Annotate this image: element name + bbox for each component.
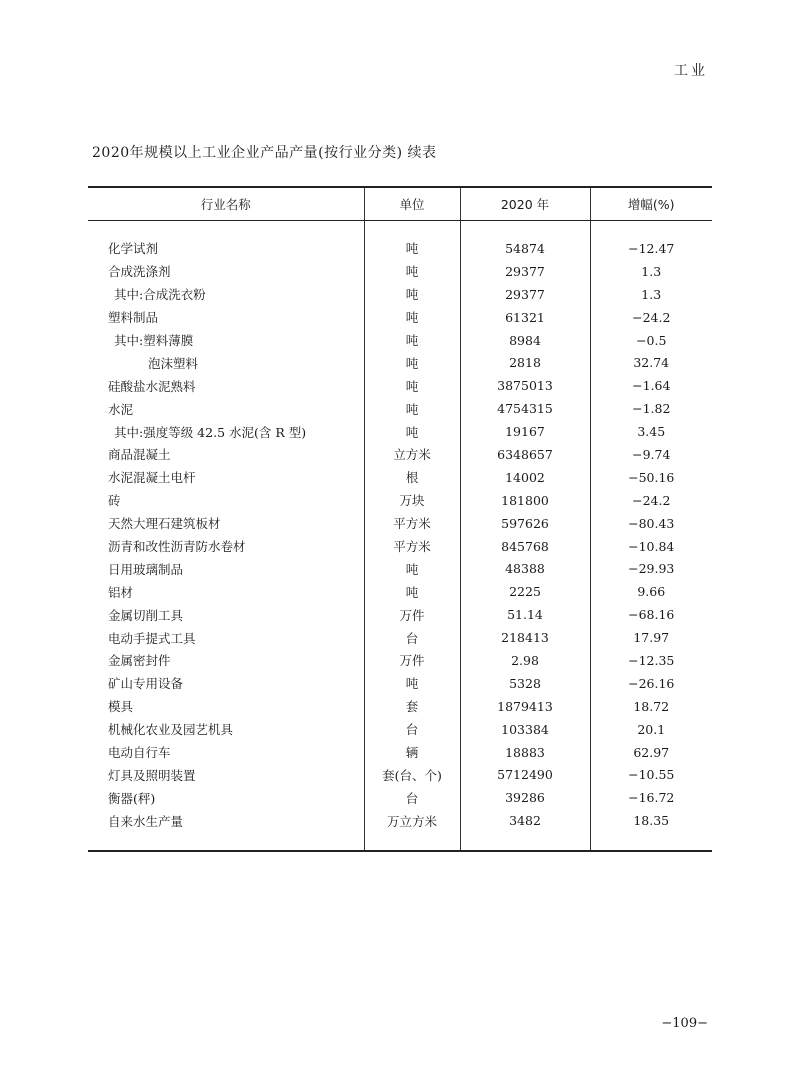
cell-growth-rate: −12.35 xyxy=(590,649,712,672)
cell-output-value: 845768 xyxy=(460,535,590,558)
cell-industry-name: 机械化农业及园艺机具 xyxy=(108,722,234,738)
cell-industry-name: 泡沫塑料 xyxy=(148,355,199,371)
cell-unit: 吨 xyxy=(364,306,460,329)
cell-output-value: 5328 xyxy=(460,672,590,695)
cell-output-value: 5712490 xyxy=(460,763,590,786)
cell-growth-rate: −9.74 xyxy=(590,443,712,466)
table-row xyxy=(88,397,712,420)
cell-output-value: 8984 xyxy=(460,329,590,352)
column-header-growth: 增幅(%) xyxy=(590,187,712,221)
cell-unit: 台 xyxy=(364,718,460,741)
cell-output-value: 3875013 xyxy=(460,374,590,397)
cell-growth-rate: −1.64 xyxy=(590,374,712,397)
cell-output-value: 29377 xyxy=(460,283,590,306)
cell-output-value: 181800 xyxy=(460,489,590,512)
cell-output-value: 2818 xyxy=(460,351,590,374)
cell-industry-name: 塑料制品 xyxy=(108,310,159,326)
cell-output-value: 2225 xyxy=(460,580,590,603)
cell-unit: 吨 xyxy=(364,397,460,420)
spacer-cell xyxy=(590,221,712,238)
cell-growth-rate: 18.72 xyxy=(590,695,712,718)
cell-growth-rate: 20.1 xyxy=(590,718,712,741)
column-header-unit: 单位 xyxy=(364,187,460,221)
section-label: 工业 xyxy=(674,63,708,79)
cell-output-value: 29377 xyxy=(460,260,590,283)
cell-unit: 吨 xyxy=(364,329,460,352)
cell-unit: 套 xyxy=(364,695,460,718)
cell-industry-name: 电动自行车 xyxy=(108,745,171,761)
cell-unit: 吨 xyxy=(364,557,460,580)
cell-unit: 吨 xyxy=(364,672,460,695)
table-row xyxy=(88,329,712,352)
cell-industry-name: 天然大理石建筑板材 xyxy=(108,516,221,532)
spacer-cell xyxy=(460,221,590,238)
cell-growth-rate: −29.93 xyxy=(590,557,712,580)
table-title: 2020年规模以上工业企业产品产量(按行业分类) 续表 xyxy=(92,145,437,161)
column-header-industry: 行业名称 xyxy=(88,187,364,221)
cell-industry-name: 合成洗涤剂 xyxy=(108,264,171,280)
spacer-cell xyxy=(590,832,712,851)
table-row xyxy=(88,557,712,580)
cell-growth-rate: 62.97 xyxy=(590,741,712,764)
table-row xyxy=(88,603,712,626)
cell-industry-name: 矿山专用设备 xyxy=(108,676,184,692)
cell-unit: 台 xyxy=(364,626,460,649)
spacer-cell xyxy=(364,832,460,851)
cell-growth-rate: 18.35 xyxy=(590,809,712,832)
cell-output-value: 218413 xyxy=(460,626,590,649)
spacer-cell xyxy=(88,832,364,851)
cell-industry-name: 金属切削工具 xyxy=(108,607,184,623)
table-header xyxy=(88,187,712,221)
production-output-table xyxy=(88,186,712,852)
cell-unit: 万块 xyxy=(364,489,460,512)
cell-growth-rate: −12.47 xyxy=(590,237,712,260)
cell-growth-rate: 3.45 xyxy=(590,420,712,443)
cell-growth-rate: 1.3 xyxy=(590,260,712,283)
table-row xyxy=(88,741,712,764)
table-row xyxy=(88,237,712,260)
cell-growth-rate: −50.16 xyxy=(590,466,712,489)
cell-industry-name: 其中:合成洗衣粉 xyxy=(114,287,206,303)
cell-output-value: 1879413 xyxy=(460,695,590,718)
cell-output-value: 51.14 xyxy=(460,603,590,626)
column-header-year: 2020 年 xyxy=(460,187,590,221)
cell-industry-name: 其中:塑料薄膜 xyxy=(114,333,194,348)
cell-growth-rate: 17.97 xyxy=(590,626,712,649)
table-row xyxy=(88,649,712,672)
end-spacer-row xyxy=(88,832,712,851)
cell-industry-name: 衡器(秤) xyxy=(108,790,156,806)
cell-output-value: 18883 xyxy=(460,741,590,764)
cell-unit: 辆 xyxy=(364,741,460,764)
spacer-cell xyxy=(88,221,364,238)
cell-unit: 吨 xyxy=(364,374,460,397)
cell-unit: 立方米 xyxy=(364,443,460,466)
cell-growth-rate: 1.3 xyxy=(590,283,712,306)
cell-unit: 吨 xyxy=(364,283,460,306)
cell-output-value: 14002 xyxy=(460,466,590,489)
cell-unit: 吨 xyxy=(364,260,460,283)
cell-industry-name: 其中:强度等级 42.5 水泥(含 R 型) xyxy=(114,424,307,440)
cell-output-value: 103384 xyxy=(460,718,590,741)
cell-industry-name: 日用玻璃制品 xyxy=(108,561,184,577)
cell-growth-rate: −26.16 xyxy=(590,672,712,695)
cell-output-value: 6348657 xyxy=(460,443,590,466)
cell-industry-name: 化学试剂 xyxy=(108,241,159,257)
table-row xyxy=(88,283,712,306)
cell-industry-name: 沥青和改性沥青防水卷材 xyxy=(108,539,246,555)
page-number: −109− xyxy=(661,1016,708,1031)
table-row xyxy=(88,809,712,832)
cell-industry-name: 商品混凝土 xyxy=(108,447,171,463)
table-row xyxy=(88,626,712,649)
cell-growth-rate: −24.2 xyxy=(590,489,712,512)
table-row xyxy=(88,489,712,512)
cell-unit: 吨 xyxy=(364,351,460,374)
cell-growth-rate: −10.55 xyxy=(590,763,712,786)
cell-industry-name: 电动手提式工具 xyxy=(108,630,196,646)
cell-unit: 平方米 xyxy=(364,512,460,535)
cell-output-value: 2.98 xyxy=(460,649,590,672)
table-row xyxy=(88,306,712,329)
cell-output-value: 19167 xyxy=(460,420,590,443)
cell-unit: 台 xyxy=(364,786,460,809)
cell-growth-rate: −24.2 xyxy=(590,306,712,329)
cell-unit: 万件 xyxy=(364,649,460,672)
cell-industry-name: 铝材 xyxy=(108,584,134,600)
cell-growth-rate: 9.66 xyxy=(590,580,712,603)
cell-industry-name: 硅酸盐水泥熟料 xyxy=(108,378,196,394)
cell-industry-name: 模具 xyxy=(108,699,134,715)
cell-output-value: 4754315 xyxy=(460,397,590,420)
cell-output-value: 48388 xyxy=(460,557,590,580)
table-row xyxy=(88,535,712,558)
table-row xyxy=(88,260,712,283)
cell-growth-rate: −68.16 xyxy=(590,603,712,626)
cell-output-value: 3482 xyxy=(460,809,590,832)
cell-unit: 吨 xyxy=(364,580,460,603)
cell-output-value: 597626 xyxy=(460,512,590,535)
cell-growth-rate: −1.82 xyxy=(590,397,712,420)
cell-industry-name: 金属密封件 xyxy=(108,653,171,669)
table-row xyxy=(88,443,712,466)
cell-unit: 套(台、个) xyxy=(364,763,460,786)
table-row xyxy=(88,512,712,535)
cell-unit: 万件 xyxy=(364,603,460,626)
cell-unit: 根 xyxy=(364,466,460,489)
spacer-cell xyxy=(364,221,460,238)
table-row xyxy=(88,786,712,809)
table-row xyxy=(88,672,712,695)
cell-growth-rate: 32.74 xyxy=(590,351,712,374)
cell-output-value: 61321 xyxy=(460,306,590,329)
cell-unit: 吨 xyxy=(364,237,460,260)
table-row xyxy=(88,718,712,741)
spacer-cell xyxy=(460,832,590,851)
cell-output-value: 54874 xyxy=(460,237,590,260)
table-row xyxy=(88,420,712,443)
cell-output-value: 39286 xyxy=(460,786,590,809)
table-row xyxy=(88,580,712,603)
cell-industry-name: 水泥混凝土电杆 xyxy=(108,470,196,486)
table-row xyxy=(88,374,712,397)
cell-growth-rate: −16.72 xyxy=(590,786,712,809)
table-row xyxy=(88,695,712,718)
cell-industry-name: 自来水生产量 xyxy=(108,813,184,829)
table-row xyxy=(88,763,712,786)
statistics-table-container xyxy=(88,186,712,852)
cell-unit: 万立方米 xyxy=(364,809,460,832)
cell-unit: 平方米 xyxy=(364,535,460,558)
cell-industry-name: 灯具及照明装置 xyxy=(108,767,196,783)
cell-growth-rate: −80.43 xyxy=(590,512,712,535)
cell-growth-rate: −10.84 xyxy=(590,535,712,558)
table-row xyxy=(88,351,712,374)
spacer-row xyxy=(88,221,712,238)
table-body xyxy=(88,221,712,852)
cell-unit: 吨 xyxy=(364,420,460,443)
cell-growth-rate: −0.5 xyxy=(590,329,712,352)
cell-industry-name: 砖 xyxy=(108,493,121,509)
table-row xyxy=(88,466,712,489)
cell-industry-name: 水泥 xyxy=(108,401,134,417)
